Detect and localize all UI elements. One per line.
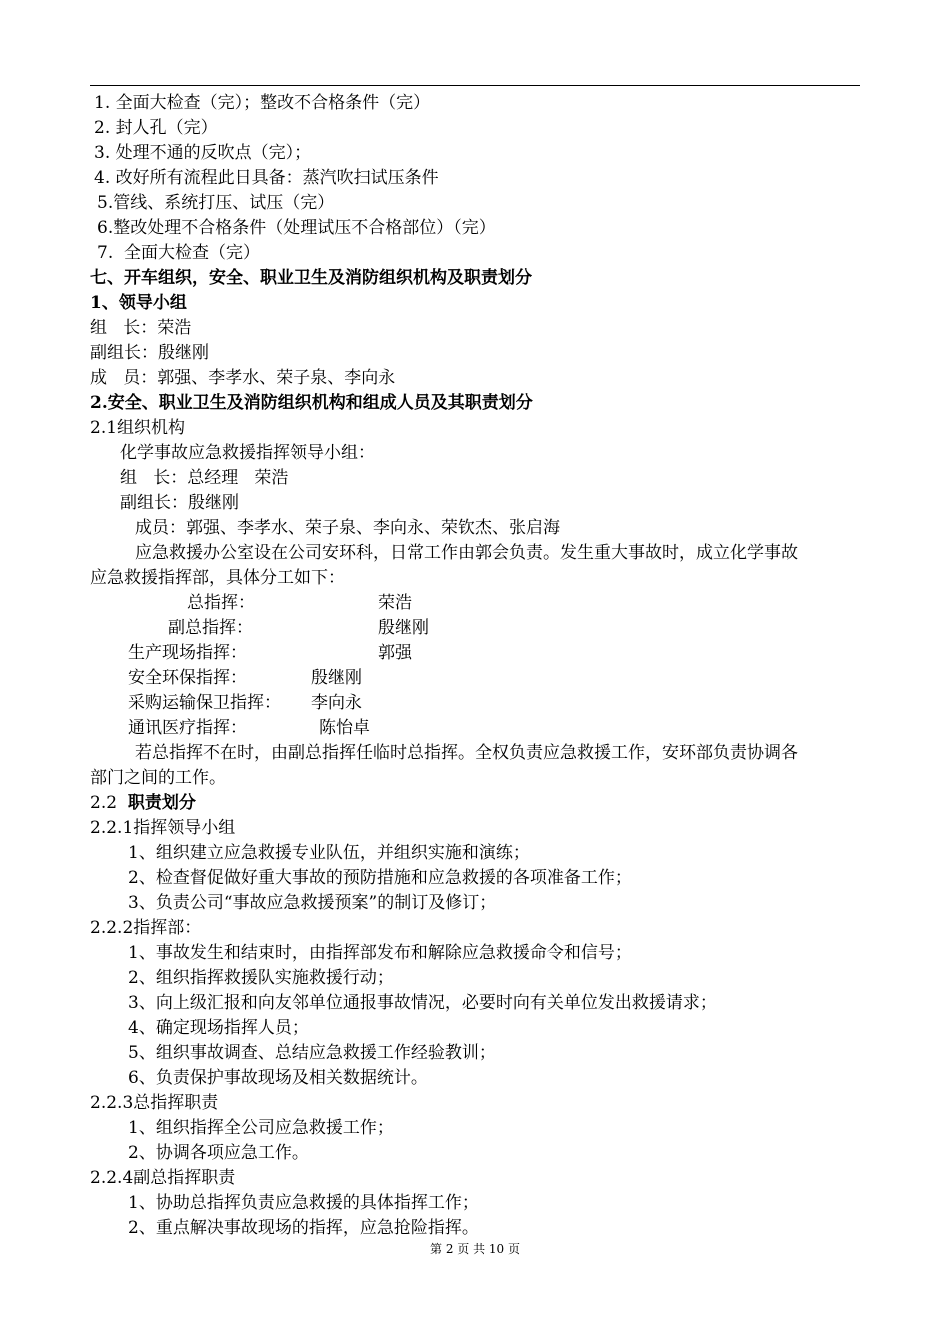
- absence-note-cont: 部门之间的工作。: [90, 768, 226, 788]
- duty-item: 6、负责保护事故现场及相关数据统计。: [128, 1068, 428, 1088]
- leadership-heading: 1、领导小组: [90, 293, 187, 313]
- org-structure-heading: 2.1组织机构: [90, 418, 186, 438]
- commander-name: 陈怡卓: [319, 718, 370, 738]
- absence-note: 若总指挥不在时，由副总指挥任临时总指挥。全权负责应急救援工作，安环部负责协调各: [135, 743, 798, 763]
- duty-item: 2、重点解决事故现场的指挥，应急抢险指挥。: [128, 1218, 479, 1238]
- commander-role: 采购运输保卫指挥：: [128, 693, 281, 713]
- checklist-item: 5.管线、系统打压、试压（完）: [97, 193, 335, 213]
- commander-name: 殷继刚: [311, 668, 362, 688]
- checklist-item: 3. 处理不通的反吹点（完）；: [94, 143, 312, 163]
- duty-section-title: 2.2.3总指挥职责: [90, 1093, 219, 1113]
- page-footer: 第 2 页 共 10 页: [430, 1242, 520, 1256]
- duty-item: 3、向上级汇报和向友邻单位通报事故情况，必要时向有关单位发出救援请求；: [128, 993, 717, 1013]
- office-note: 应急救援办公室设在公司安环科，日常工作由郭会负责。发生重大事故时，成立化学事故: [135, 543, 798, 563]
- leadership-leader: 组 长：荣浩: [90, 318, 192, 338]
- duty-section-title: 2.2.4副总指挥职责: [90, 1168, 236, 1188]
- duties-heading-text: 职责划分: [127, 793, 196, 813]
- duty-item: 1、组织指挥全公司应急救援工作；: [128, 1118, 394, 1138]
- commander-name: 李向永: [311, 693, 362, 713]
- commander-name: 郭强: [378, 643, 412, 663]
- commander-role: 总指挥：: [187, 593, 255, 613]
- duty-item: 3、负责公司“事故应急救援预案”的制订及修订；: [128, 893, 497, 913]
- office-note-cont: 应急救援指挥部，具体分工如下：: [90, 568, 345, 588]
- section-title: 七、开车组织，安全、职业卫生及消防组织机构及职责划分: [90, 268, 532, 288]
- checklist-item: 7. 全面大检查（完）: [97, 243, 261, 263]
- group-deputy: 副组长：殷继刚: [120, 493, 239, 513]
- duty-section-title: 2.2.2指挥部：: [90, 918, 202, 938]
- group-leader: 组 长：总经理 荣浩: [120, 468, 289, 488]
- checklist-item: 1. 全面大检查（完）；整改不合格条件（完）: [94, 93, 431, 113]
- duty-item: 1、协助总指挥负责应急救援的具体指挥工作；: [128, 1193, 479, 1213]
- commander-name: 殷继刚: [378, 618, 429, 638]
- duty-item: 1、事故发生和结束时，由指挥部发布和解除应急救援命令和信号；: [128, 943, 632, 963]
- duties-heading: [90, 791, 196, 815]
- duty-item: 2、协调各项应急工作。: [128, 1143, 309, 1163]
- duty-item: 2、组织指挥救援队实施救援行动；: [128, 968, 394, 988]
- group-title: 化学事故应急救援指挥领导小组：: [120, 443, 375, 463]
- commander-role: 生产现场指挥：: [128, 643, 247, 663]
- checklist-item: 4. 改好所有流程此日具备：蒸汽吹扫试压条件: [94, 168, 439, 188]
- commander-role: 通讯医疗指挥：: [128, 718, 247, 738]
- org-heading: 2.安全、职业卫生及消防组织机构和组成人员及其职责划分: [90, 393, 533, 413]
- commander-role: 副总指挥：: [168, 618, 253, 638]
- duties-heading-number: 2.2: [90, 793, 118, 813]
- duty-item: 5、组织事故调查、总结应急救援工作经验教训；: [128, 1043, 496, 1063]
- duty-section-title: 2.2.1指挥领导小组: [90, 818, 236, 838]
- header-rule: [90, 85, 860, 86]
- leadership-deputy: 副组长：殷继刚: [90, 343, 209, 363]
- duty-item: 4、确定现场指挥人员；: [128, 1018, 309, 1038]
- leadership-members: 成 员：郭强、李孝水、荣子泉、李向永: [90, 368, 396, 388]
- group-members: 成员：郭强、李孝水、荣子泉、李向永、荣钦杰、张启海: [135, 518, 560, 538]
- duty-item: 2、检查督促做好重大事故的预防措施和应急救援的各项准备工作；: [128, 868, 632, 888]
- commander-name: 荣浩: [378, 593, 412, 613]
- duty-item: 1、组织建立应急救援专业队伍，并组织实施和演练；: [128, 843, 530, 863]
- checklist-item: 2. 封人孔（完）: [94, 118, 218, 138]
- checklist-item: 6.整改处理不合格条件（处理试压不合格部位）（完）: [97, 218, 496, 238]
- commander-role: 安全环保指挥：: [128, 668, 247, 688]
